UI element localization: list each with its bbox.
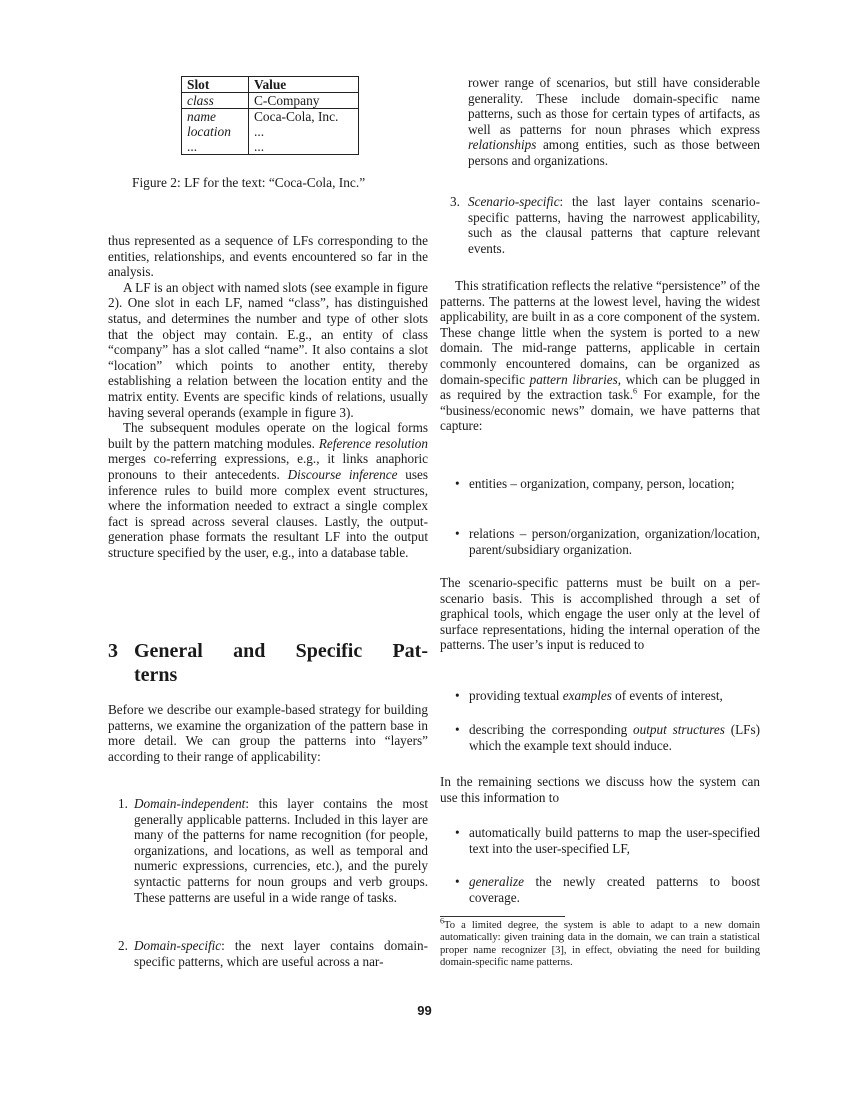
bullet-icon: • xyxy=(455,722,460,737)
paragraph-text: The scenario-specific patterns must be built on a per-scenario basis. This is accomplished through a set of graphical tools, which engage the user only at the level of surface representations, hiding the internal operation of the patterns. The user’s input is reduced to xyxy=(440,575,760,653)
emphasis-text: pattern libraries xyxy=(529,371,618,387)
table-row xyxy=(182,109,359,125)
emphasis-text: Reference resolution xyxy=(318,435,428,451)
bullet-icon: • xyxy=(455,688,460,703)
emphasis-text: Scenario-specific xyxy=(468,194,560,209)
bullet-item xyxy=(455,526,760,557)
page-number: 99 xyxy=(417,1003,432,1018)
bullet-text: entities – organization, company, person, location; xyxy=(469,476,735,491)
paragraph-text: uses inference rules to build more complex event structures, where the information needed to extract a single complex fact is spread across several clauses. Lastly, the output-generation phase formats the resultant LF into the output structure specified by the user, e.g., into a database table. xyxy=(108,466,428,560)
paragraph-text: : this layer contains the most generally applicable patterns. Included in this layer are many of the patterns for name recognition (for people, organizations, and locations, as well as temporal and numeric expressions, currencies, etc.), and the purely syntactic patterns for noun groups and verb groups. These patterns are useful in a wide range of tasks. xyxy=(134,796,428,905)
bullet-icon: • xyxy=(455,825,460,840)
paragraph: thus represented as a sequence of LFs corresponding to the entities, relationships, and events encountered so far in the analysis. xyxy=(108,233,428,280)
footnote-divider xyxy=(440,916,565,917)
bullet-text xyxy=(469,722,760,753)
paragraph xyxy=(108,702,428,764)
table-cell: ... xyxy=(182,139,249,155)
emphasis-text: generalize xyxy=(469,874,524,889)
paragraph: A LF is an object with named slots (see example in figure 2). One slot in each LF, named “class”, has distinguished status, and determines the number and type of other slots that the object may contain. E.g., an entity of class “company” has a slot called “name”. It also contains a slot “location” which points to another entity, thereby establishing a relation between the location entity and the matrix entity. Events are specific kinds of relations, usually having several operands (example in figure 3). xyxy=(108,279,428,420)
bullet-icon: • xyxy=(455,874,460,889)
paragraph-text: In the remaining sections we discuss how the system can use this information to xyxy=(440,774,760,805)
bullet-text xyxy=(469,688,760,704)
table-header-cell: Value xyxy=(249,77,359,93)
bullet-icon: • xyxy=(455,476,460,491)
section-title-line-1: General and Specific Pat- xyxy=(134,640,428,662)
paragraph-text: (LFs) which the example text should induce. xyxy=(469,722,760,753)
section-number: 3 xyxy=(108,640,118,662)
figure-2-table xyxy=(181,76,359,155)
bullet-text xyxy=(469,874,760,905)
bullet-text: relations – person/organization, organization/location, parent/subsidiary organization. xyxy=(469,526,760,557)
table-cell: C-Company xyxy=(249,93,359,109)
table-cell: location xyxy=(182,124,249,139)
list-item-text xyxy=(468,75,760,169)
bullet-item xyxy=(455,825,760,856)
emphasis-text: output structures xyxy=(633,722,725,737)
table-header-row xyxy=(182,77,359,93)
list-number: 3. xyxy=(450,194,460,209)
paragraph-text: rower range of scenarios, but still have considerable generality. These include domain-specific name patterns, such as those for certain types of artifacts, as well as patterns for noun phrases which express xyxy=(468,75,760,137)
paragraph-text: among entities, such as those between persons and organizations. xyxy=(468,137,760,168)
table-row xyxy=(182,124,359,139)
figure-caption: Figure 2: LF for the text: “Coca-Cola, Inc.” xyxy=(132,175,366,190)
list-item-text xyxy=(468,194,760,256)
emphasis-text: Discourse inference xyxy=(287,466,398,482)
paragraph xyxy=(108,420,428,560)
table-cell: ... xyxy=(249,139,359,155)
paragraph-text: , which can be plugged in as required by the extraction task. xyxy=(440,371,760,403)
paragraph-text: : the next layer contains domain-specific patterns, which are useful across a nar- xyxy=(134,938,428,969)
paragraph xyxy=(440,575,760,653)
bullet-icon: • xyxy=(455,526,460,541)
table-cell: name xyxy=(182,109,249,125)
table-cell: class xyxy=(182,93,249,109)
paragraph-text: providing textual xyxy=(469,688,563,703)
bullet-text: automatically build patterns to map the user-specified text into the user-specified LF, xyxy=(469,825,760,856)
table-cell: ... xyxy=(249,124,359,139)
paragraph xyxy=(440,774,760,805)
list-number: 2. xyxy=(118,938,128,953)
list-item xyxy=(118,796,428,905)
paragraph-text xyxy=(440,278,760,434)
emphasis-text: examples xyxy=(562,688,612,703)
footnote xyxy=(440,916,760,970)
section-title-line-2: terns xyxy=(134,664,178,686)
paragraph xyxy=(440,278,760,434)
list-number: 1. xyxy=(118,796,128,811)
list-item-text xyxy=(134,938,428,969)
table-row xyxy=(182,139,359,155)
paragraph-text: the newly created patterns to boost coverage. xyxy=(469,874,760,905)
emphasis-text: Domain-independent xyxy=(134,796,246,811)
left-column-text xyxy=(108,233,428,560)
paragraph-text: merges co-referring expressions, e.g., it links anaphoric pronouns to their antecedents. xyxy=(108,451,428,482)
bullet-item xyxy=(455,722,760,753)
table-header-cell: Slot xyxy=(182,77,249,93)
paragraph-text: describing the corresponding xyxy=(469,722,634,737)
paragraph-text: The subsequent modules operate on the logical forms built by the pattern matching modules. xyxy=(108,420,428,451)
footnote-mark: 6 xyxy=(440,916,444,926)
paragraph-text: This stratification reflects the relative “persistence” of the patterns. The patterns at the lowest level, having the widest applicability, are built in as a core component of the system. These change little when the system is ported to a new domain. The mid-range patterns, applicable in certain commonly encountered domains, can be organized as domain-specific xyxy=(440,278,761,387)
emphasis-text: relationships xyxy=(468,137,537,153)
paragraph-text: Before we describe our example-based strategy for building patterns, we examine the organization of the pattern base in more detail. We can group the patterns into “layers” according to their range of applicability: xyxy=(108,702,428,764)
footnote-text: To a limited degree, the system is able to adapt to a new domain automatically: given training data in the domain, we can train a statistical proper name recognizer [3], in effect, obviating the need for building domain-specific name patterns. xyxy=(440,920,760,969)
table-row xyxy=(182,93,359,109)
list-item-continued xyxy=(468,75,760,169)
list-item xyxy=(118,938,428,969)
bullet-item xyxy=(455,688,760,704)
paragraph-text: For example, for the “business/economic news” domain, we have patterns that capture: xyxy=(440,387,761,434)
emphasis-text: Domain-specific xyxy=(134,938,222,953)
list-item xyxy=(450,194,760,256)
bullet-item xyxy=(455,476,760,492)
bullet-item xyxy=(455,874,760,905)
paragraph-text: : the last layer contains scenario-specific patterns, having the narrowest applicability, such as the clausal patterns that capture relevant events. xyxy=(468,194,760,256)
paragraph-text: of events of interest, xyxy=(611,688,723,703)
footnote-ref: 6 xyxy=(633,386,638,396)
table-cell: Coca-Cola, Inc. xyxy=(249,109,359,125)
list-item-text xyxy=(134,796,428,905)
